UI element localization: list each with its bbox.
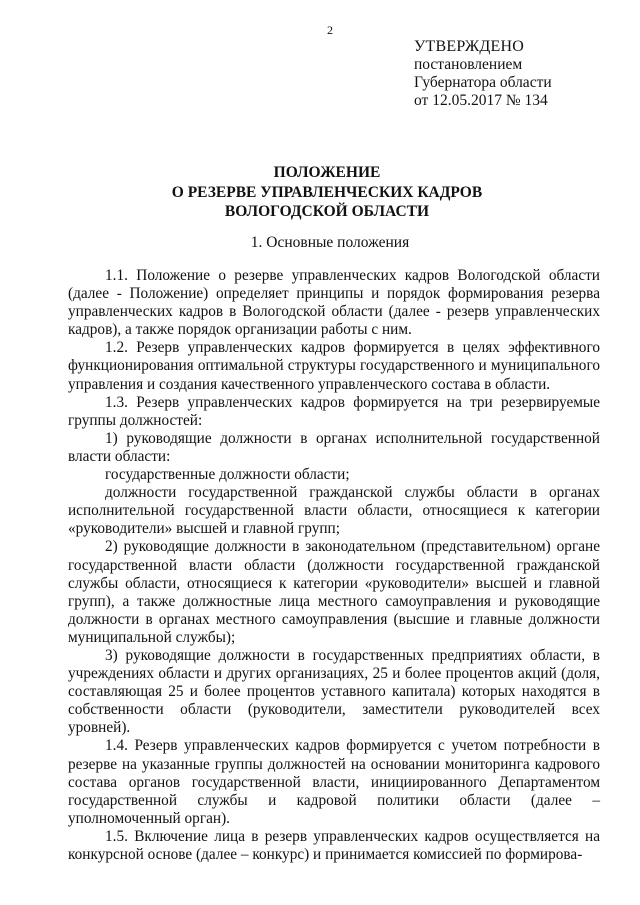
- paragraph: 1.3. Резерв управленческих кадров формируется на три резервируемые группы должностей:: [68, 393, 600, 429]
- paragraph: государственные должности области;: [105, 466, 350, 484]
- approval-block: [414, 38, 552, 110]
- paragraph: 1.2. Резерв управленческих кадров формируется в целях эффективного функционирования оптимальной структуры государственного и муниципального управления и создания качественного управленческого состава в области.: [68, 339, 600, 393]
- section-heading: 1. Основные положения: [250, 234, 410, 251]
- title-line: ПОЛОЖЕНИЕ: [273, 164, 381, 181]
- paragraph: 1.4. Резерв управленческих кадров формируется с учетом потребности в резерве на указанные группы должностей на основании мониторинга кадрового состава органов государственной власти, инициированного Департаментом государственной службы и кадровой политики области (далее – уполномоченный орган).: [68, 737, 600, 827]
- approval-stamp: УТВЕРЖДЕНО: [414, 38, 525, 55]
- paragraph: 1.5. Включение лица в резерв управленческих кадров осуществляется на конкурсной основе (далее – конкурс) и принимается комиссией по формирова-: [68, 827, 600, 863]
- paragraph: должности государственной гражданской службы области в органах исполнительной государственной власти области, относящиеся к категории «руководители» высшей и главной групп;: [68, 484, 600, 538]
- approval-line: Губернатора области: [414, 74, 552, 91]
- paragraph: 1.1. Положение о резерве управленческих кадров Вологодской области (далее - Положение) определяет принципы и порядок формирования резерва управленческих кадров в Вологодской области (далее - резерв управленческих кадров), а также порядок организации работы с ним.: [68, 267, 600, 339]
- approval-date: от 12.05.2017 № 134: [414, 92, 548, 109]
- paragraph: 3) руководящие должности в государственных предприятиях области, в учреждениях области и других организациях, 25 и более процентов акций (доля, составляющая 25 и более процентов уставного капитала) которых находятся в собственности области (руководители, заместители руководителей всех уровней).: [68, 646, 600, 737]
- title-line: О РЕЗЕРВЕ УПРАВЛЕНЧЕСКИХ КАДРОВ: [171, 183, 483, 201]
- paragraph: 2) руководящие должности в законодательном (представительном) органе государственной власти области (должности государственной гражданской службы области, относящиеся к категории «руководители» высшей и главной групп), а также должностные лица местного самоуправления и руководящие должности в органах местного самоуправления (высшие и главные должности муниципальной службы);: [68, 538, 600, 646]
- document-body: [68, 267, 600, 864]
- document-title: [0, 163, 640, 222]
- approval-line: постановлением: [414, 56, 523, 73]
- title-line: ВОЛОГОДСКОЙ ОБЛАСТИ: [224, 203, 430, 220]
- paragraph: 1) руководящие должности в органах исполнительной государственной власти области:: [68, 429, 600, 465]
- page-number: 2: [327, 23, 333, 37]
